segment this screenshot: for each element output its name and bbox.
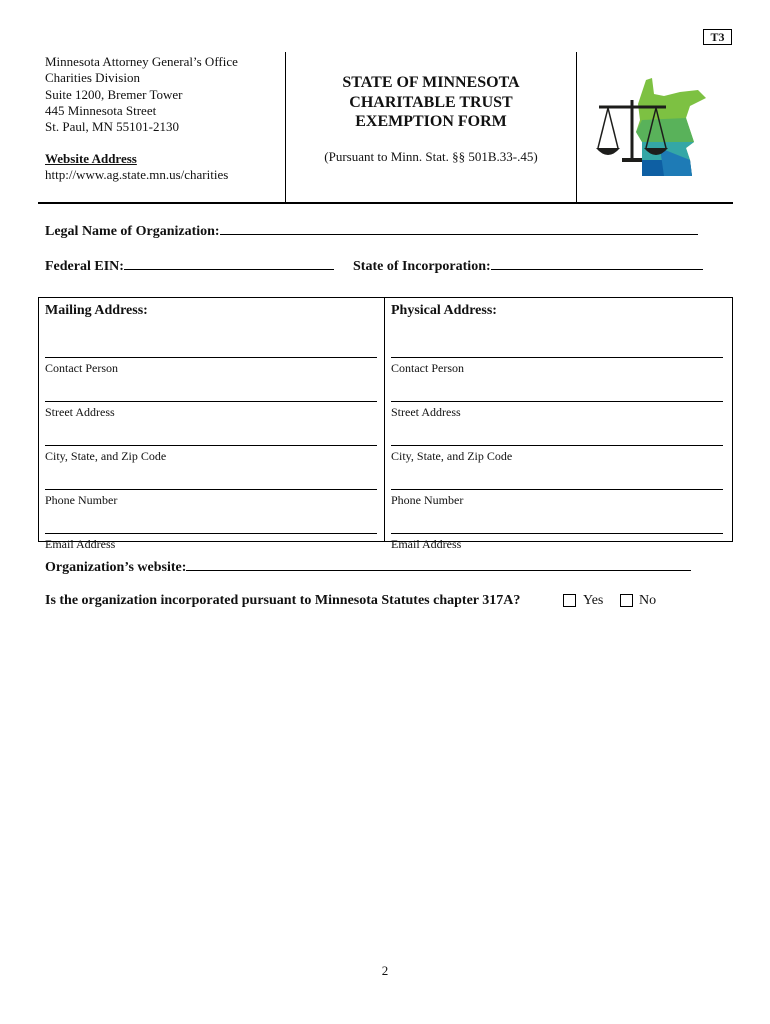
question-317a: Is the organization incorporated pursuant to Minnesota Statutes chapter 317A?	[45, 593, 521, 608]
physical-email-caption: Email Address	[391, 537, 462, 551]
physical-address-heading: Physical Address:	[391, 303, 497, 318]
mailing-address-heading: Mailing Address:	[45, 303, 148, 318]
physical-street-input[interactable]	[391, 379, 723, 402]
mailing-city-input[interactable]	[45, 423, 377, 446]
federal-ein-field	[45, 258, 334, 275]
federal-ein-input[interactable]	[124, 258, 334, 270]
physical-phone-caption: Phone Number	[391, 493, 464, 507]
form-title	[286, 73, 576, 132]
physical-contact-caption: Contact Person	[391, 361, 464, 375]
org-website-label: Organization’s website:	[45, 560, 187, 575]
mailing-email-caption: Email Address	[45, 537, 116, 551]
office-line: 445 Minnesota Street	[45, 102, 157, 118]
title-line: CHARITABLE TRUST	[349, 93, 513, 111]
yes-label: Yes	[583, 593, 604, 608]
mailing-email-input[interactable]	[45, 511, 377, 534]
state-incorporation-input[interactable]	[491, 258, 703, 270]
mailing-city-caption: City, State, and Zip Code	[45, 449, 167, 463]
mailing-contact-caption: Contact Person	[45, 361, 118, 375]
office-line: Suite 1200, Bremer Tower	[45, 86, 183, 102]
minnesota-scales-logo-icon	[594, 72, 714, 180]
mailing-phone-input[interactable]	[45, 467, 377, 490]
office-address-block	[45, 54, 238, 135]
form-code-badge: T3	[703, 29, 732, 45]
no-checkbox[interactable]	[620, 594, 633, 607]
physical-phone-input[interactable]	[391, 467, 723, 490]
mailing-street-caption: Street Address	[45, 405, 115, 419]
title-line: STATE OF MINNESOTA	[342, 74, 520, 91]
physical-street-caption: Street Address	[391, 405, 461, 419]
state-incorporation-label: State of Incorporation:	[353, 259, 491, 274]
form-subtitle: (Pursuant to Minn. Stat. §§ 501B.33-.45)	[324, 149, 538, 164]
page-number: 2	[381, 963, 389, 978]
mailing-phone-caption: Phone Number	[45, 493, 118, 507]
yes-checkbox[interactable]	[563, 594, 576, 607]
office-line: Minnesota Attorney General’s Office	[45, 54, 238, 69]
physical-address-column	[391, 297, 731, 555]
physical-city-caption: City, State, and Zip Code	[391, 449, 513, 463]
state-incorporation-field	[353, 258, 703, 275]
website-label: Website Address	[45, 151, 137, 166]
legal-name-label: Legal Name of Organization:	[45, 224, 220, 239]
office-line: St. Paul, MN 55101-2130	[45, 119, 179, 135]
office-line: Charities Division	[45, 70, 140, 86]
org-website-input[interactable]	[186, 559, 691, 571]
legal-name-field	[45, 223, 698, 240]
no-label: No	[639, 593, 657, 608]
physical-city-input[interactable]	[391, 423, 723, 446]
website-block	[45, 151, 228, 183]
physical-contact-input[interactable]	[391, 334, 723, 358]
org-website-field	[45, 559, 691, 576]
title-line: EXEMPTION FORM	[355, 113, 507, 130]
header-divider-right	[576, 52, 577, 203]
header-rule	[38, 202, 733, 204]
physical-email-input[interactable]	[391, 511, 723, 534]
federal-ein-label: Federal EIN:	[45, 259, 124, 274]
website-url[interactable]: http://www.ag.state.mn.us/charities	[45, 167, 229, 182]
mailing-address-column	[45, 297, 385, 555]
mailing-contact-input[interactable]	[45, 334, 377, 358]
mailing-street-input[interactable]	[45, 379, 377, 402]
legal-name-input[interactable]	[220, 223, 698, 235]
